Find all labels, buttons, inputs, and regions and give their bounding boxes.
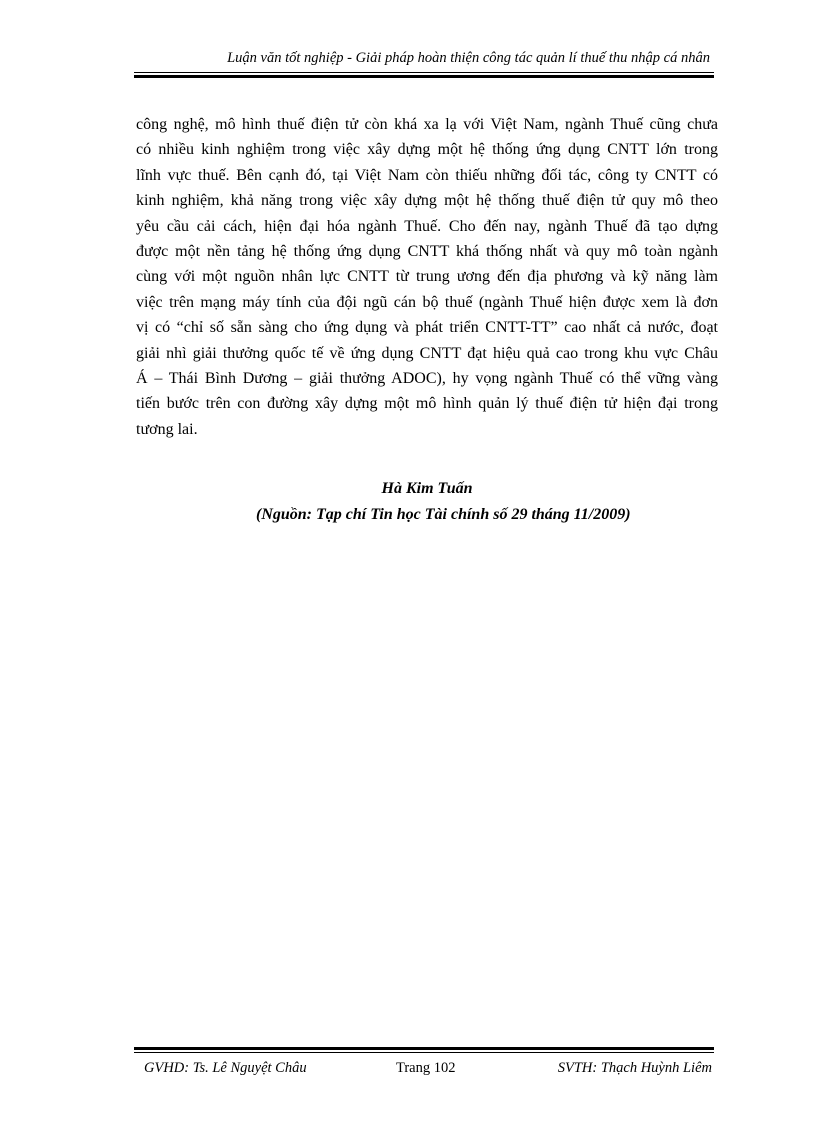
paragraph-line: được một nền tảng hệ thống ứng dụng CNTT khá thống nhất và quy mô toàn ngành (136, 242, 718, 260)
paragraph-line: giải nhì giải thưởng quốc tế về ứng dụng CNTT đạt hiệu quả cao trong khu vực Châu (136, 344, 718, 362)
paragraph-line: việc trên mạng máy tính của đội ngũ cán bộ thuế (ngành Thuế hiện được xem là đơn (136, 293, 718, 311)
footer-row (134, 1057, 714, 1079)
paragraph-line: tiến bước trên con đường xây dựng một mô hình quản lý thuế điện tử hiện đại trong (136, 395, 718, 413)
header-rule-thick (134, 75, 714, 78)
paragraph-line: cùng với một nguồn nhân lực CNTT từ trung ương đến địa phương và kỹ năng làm (136, 268, 718, 286)
body-paragraph (136, 112, 718, 442)
paragraph-line: công nghệ, mô hình thuế điện tử còn khá xa lạ với Việt Nam, ngành Thuế cũng chưa (136, 116, 718, 133)
footer-student: SVTH: Thạch Huỳnh Liêm (557, 1060, 712, 1076)
footer-rule-thin (134, 1052, 714, 1053)
paragraph-line: kinh nghiệm, khả năng trong việc xây dựng một hệ thống thuế điện tử quy mô theo (136, 192, 718, 210)
article-author: Hà Kim Tuấn (381, 480, 473, 497)
paragraph-line: có nhiều kinh nghiệm trong việc xây dựng một hệ thống ứng dụng CNTT lớn trong (136, 141, 718, 159)
paragraph-line: tương lai. (136, 420, 198, 438)
paragraph-line: yêu cầu cải cách, hiện đại hóa ngành Thuế. Cho đến nay, ngành Thuế đã tạo dựng (136, 217, 718, 235)
paragraph-line: Á – Thái Bình Dương – giải thưởng ADOC), hy vọng ngành Thuế có thể vững vàng (136, 369, 718, 387)
header-title: Luận văn tốt nghiệp - Giải pháp hoàn thiện công tác quản lí thuế thu nhập cá nhân (227, 50, 710, 66)
paragraph-line: vị có “chỉ số sẵn sàng cho ứng dụng và phát triển CNTT-TT” cao nhất cả nước, đoạt (136, 319, 718, 337)
footer-page-number: Trang 102 (396, 1060, 456, 1076)
paragraph-line: lĩnh vực thuế. Bên cạnh đó, tại Việt Nam còn thiếu những đối tác, công ty CNTT có (136, 166, 718, 184)
page-footer (134, 1043, 714, 1083)
article-source: (Nguồn: Tạp chí Tin học Tài chính số 29 tháng 11/2009) (256, 506, 631, 523)
footer-advisor: GVHD: Ts. Lê Nguyệt Châu (144, 1060, 307, 1076)
page-header (134, 48, 714, 78)
footer-rule-thick (134, 1047, 714, 1050)
header-rule-thin (134, 72, 714, 73)
